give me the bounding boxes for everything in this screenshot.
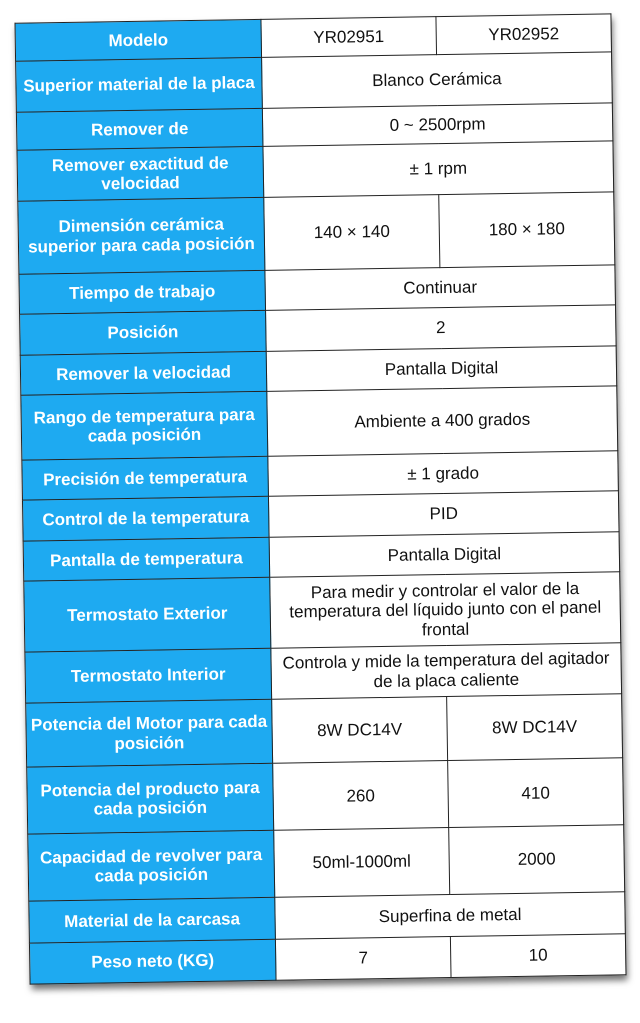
table-row xyxy=(21,386,618,460)
row-label: Peso neto (KG) xyxy=(29,940,276,984)
table-row xyxy=(25,643,622,703)
row-label: Pantalla de temperatura xyxy=(23,537,270,581)
row-value: Para medir y controlar el valor de la temperatura del líquido junto con el panel frontal xyxy=(270,572,621,648)
row-value: 8W DC14V xyxy=(447,693,623,760)
row-value: PID xyxy=(268,491,619,537)
row-value: 260 xyxy=(273,761,449,830)
row-label: Termostato Exterior xyxy=(24,578,271,653)
row-value: YR02952 xyxy=(436,14,612,55)
row-label: Remover la velocidad xyxy=(20,351,267,395)
row-value: 2000 xyxy=(449,825,625,894)
row-value: 2 xyxy=(266,305,617,351)
table-row xyxy=(29,934,626,984)
row-value: 180 × 180 xyxy=(439,192,615,268)
row-label: Capacidad de revolver para cada posición xyxy=(28,830,275,901)
row-value: 8W DC14V xyxy=(272,696,448,763)
row-label: Posición xyxy=(20,311,267,355)
row-label: Remover exactitud de velocidad xyxy=(17,147,264,201)
row-label: Precisión de temperatura xyxy=(22,456,269,500)
table-row xyxy=(28,825,625,901)
row-label: Superior material de la placa xyxy=(16,58,263,112)
row-value: Continuar xyxy=(265,265,616,311)
row-value: Pantalla Digital xyxy=(266,346,617,392)
table-row xyxy=(18,192,615,274)
table-row xyxy=(17,141,614,201)
spec-table-body xyxy=(15,14,626,984)
row-value: 10 xyxy=(450,934,626,977)
row-label: Dimensión cerámica superior para cada posición xyxy=(18,197,265,274)
row-value: ± 1 grado xyxy=(268,451,619,497)
row-value: Ambiente a 400 grados xyxy=(267,386,618,456)
row-label: Tiempo de trabajo xyxy=(19,270,266,314)
row-value: YR02951 xyxy=(261,17,437,58)
row-value: 410 xyxy=(448,758,624,827)
row-value: 0 ~ 2500rpm xyxy=(262,103,613,147)
row-label: Remover de xyxy=(16,108,263,150)
row-value: Superfina de metal xyxy=(275,892,626,940)
row-value: 140 × 140 xyxy=(264,195,440,271)
row-label: Material de la carcasa xyxy=(29,897,276,943)
table-row xyxy=(24,572,621,652)
row-value: 7 xyxy=(275,937,451,980)
table-row xyxy=(16,52,613,112)
table-row xyxy=(27,758,624,834)
row-value: 50ml-1000ml xyxy=(274,828,450,897)
row-label: Potencia del producto para cada posición xyxy=(27,764,274,835)
row-value: Blanco Cerámica xyxy=(262,52,613,108)
row-value: ± 1 rpm xyxy=(263,141,614,197)
row-label: Rango de temperatura para cada posición xyxy=(21,392,268,461)
table-row xyxy=(26,693,623,767)
row-label: Modelo xyxy=(15,19,262,61)
row-value: Pantalla Digital xyxy=(269,532,620,578)
row-label: Termostato Interior xyxy=(25,648,272,702)
row-label: Control de la temperatura xyxy=(22,497,269,541)
spec-table xyxy=(14,13,626,984)
row-label: Potencia del Motor para cada posición xyxy=(26,699,273,768)
row-value: Controla y mide la temperatura del agitador de la placa caliente xyxy=(271,643,622,699)
spec-sheet xyxy=(14,13,625,984)
